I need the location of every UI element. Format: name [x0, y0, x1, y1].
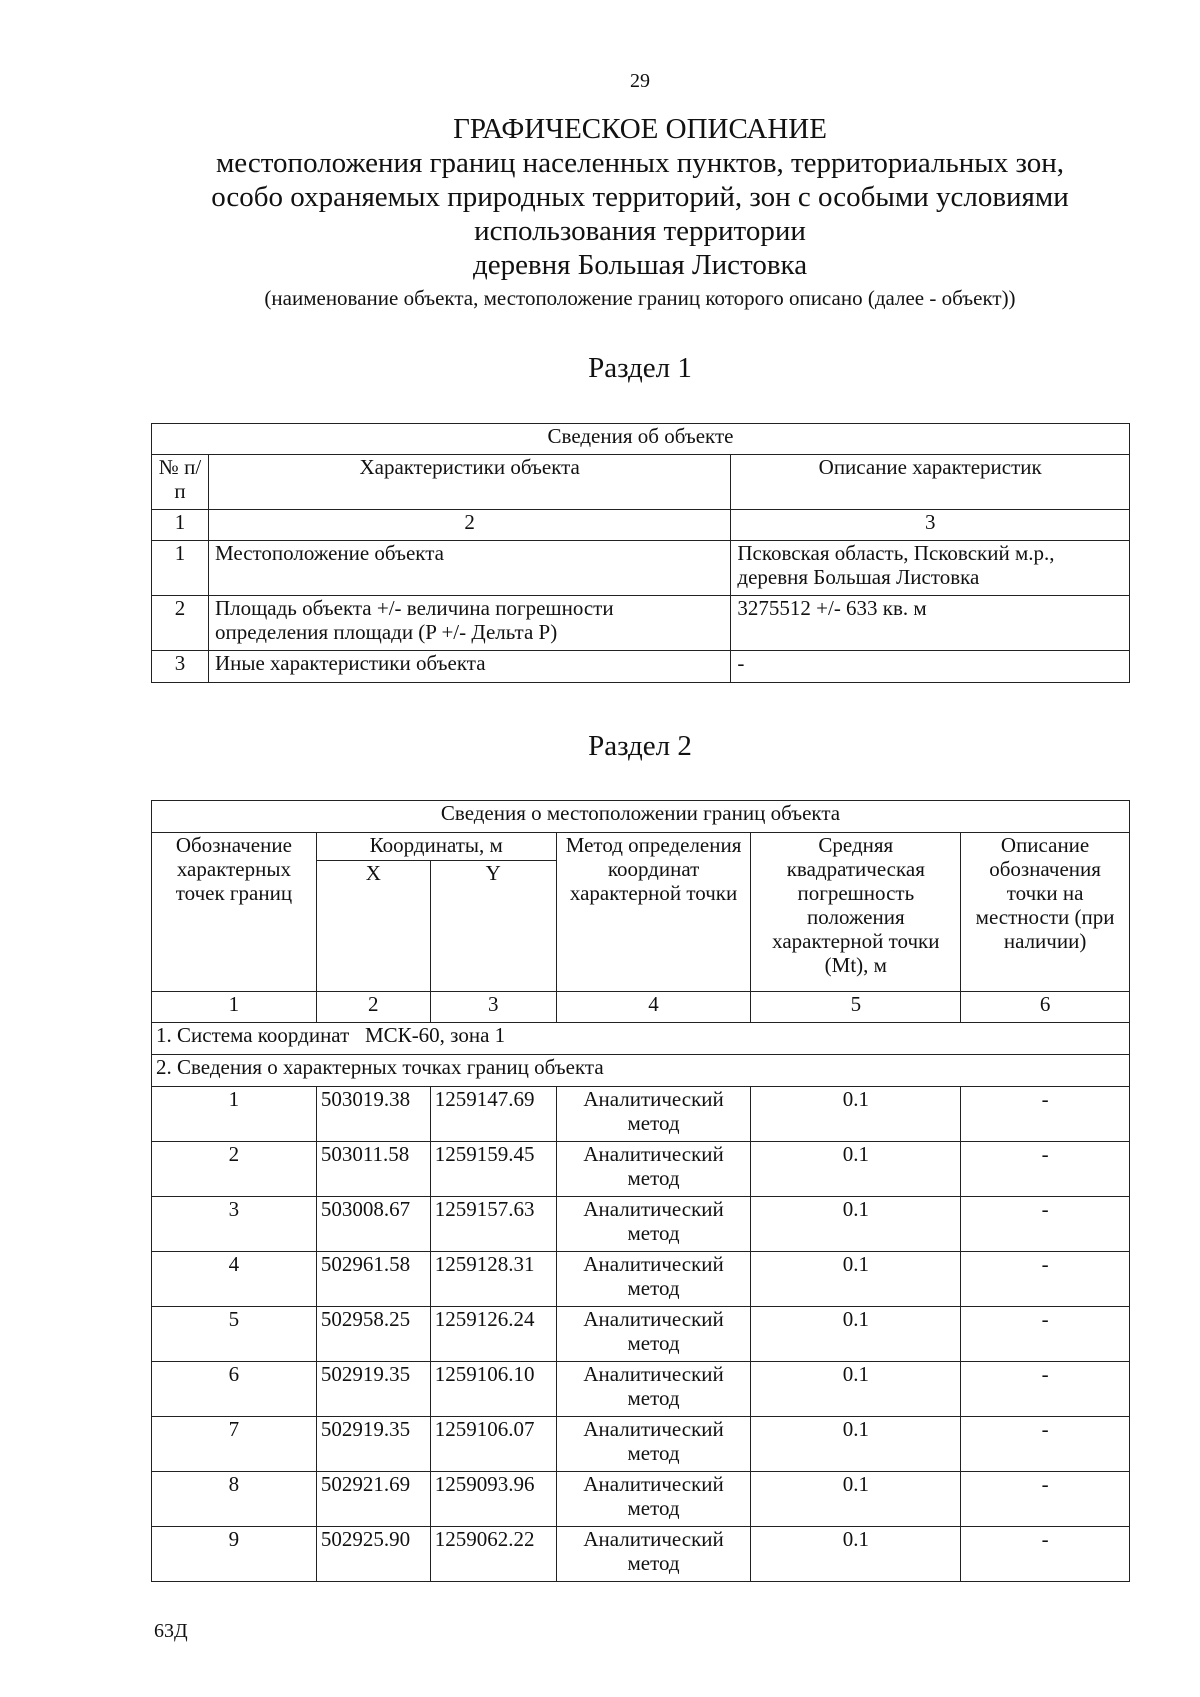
header-characteristics: Характеристики объекта — [208, 455, 730, 510]
table-row — [152, 651, 1130, 683]
x-coordinate-cell: 502958.25 — [316, 1307, 430, 1362]
table-row — [152, 541, 1130, 596]
boundary-points-table — [151, 800, 1130, 1582]
table-row — [152, 1087, 1130, 1142]
description-cell: Псковская область, Псковский м.р., деревня Большая Листовка — [731, 541, 1130, 596]
document-header — [0, 112, 1200, 312]
y-coordinate-cell: 1259106.07 — [430, 1417, 556, 1472]
point-number-cell: 8 — [152, 1472, 317, 1527]
y-coordinate-cell: 1259062.22 — [430, 1527, 556, 1582]
point-number-cell: 6 — [152, 1362, 317, 1417]
method-cell: Аналитический метод — [556, 1472, 751, 1527]
error-cell: 0.1 — [751, 1087, 961, 1142]
subtitle-line: особо охраняемых природных территорий, зон с особыми условиями — [211, 181, 1069, 213]
point-number-cell: 4 — [152, 1252, 317, 1307]
y-coordinate-cell: 1259157.63 — [430, 1197, 556, 1252]
header-number: № п/п — [152, 455, 209, 510]
error-cell: 0.1 — [751, 1472, 961, 1527]
characteristic-cell: Иные характеристики объекта — [208, 651, 730, 683]
point-number-cell: 3 — [152, 1197, 317, 1252]
column-number: 5 — [751, 992, 961, 1023]
row-number: 1 — [152, 541, 209, 596]
y-coordinate-cell: 1259093.96 — [430, 1472, 556, 1527]
point-number-cell: 1 — [152, 1087, 317, 1142]
header-description: Описание характеристик — [731, 455, 1130, 510]
row-number: 3 — [152, 651, 209, 683]
y-coordinate-cell: 1259159.45 — [430, 1142, 556, 1197]
point-description-cell: - — [961, 1142, 1130, 1197]
table-row — [152, 1307, 1130, 1362]
method-cell: Аналитический метод — [556, 1087, 751, 1142]
characteristic-cell: Местоположение объекта — [208, 541, 730, 596]
method-cell: Аналитический метод — [556, 1252, 751, 1307]
table-caption: Сведения об объекте — [152, 424, 1130, 455]
column-number: 1 — [152, 510, 209, 541]
method-cell: Аналитический метод — [556, 1142, 751, 1197]
x-coordinate-cell: 502919.35 — [316, 1417, 430, 1472]
section1-title: Раздел 1 — [588, 352, 692, 384]
error-cell: 0.1 — [751, 1252, 961, 1307]
error-cell: 0.1 — [751, 1142, 961, 1197]
table-row — [152, 596, 1130, 651]
table-row — [152, 1252, 1130, 1307]
point-description-cell: - — [961, 1307, 1130, 1362]
table-caption: Сведения о местоположении границ объекта — [152, 801, 1130, 833]
footer-code: 63Д — [154, 1620, 188, 1642]
method-cell: Аналитический метод — [556, 1527, 751, 1582]
table-row — [152, 1197, 1130, 1252]
point-description-cell: - — [961, 1472, 1130, 1527]
point-number-cell: 9 — [152, 1527, 317, 1582]
document-title: ГРАФИЧЕСКОЕ ОПИСАНИЕ — [453, 113, 827, 145]
x-coordinate-cell: 503019.38 — [316, 1087, 430, 1142]
column-number: 2 — [208, 510, 730, 541]
error-cell: 0.1 — [751, 1527, 961, 1582]
point-description-cell: - — [961, 1197, 1130, 1252]
subtitle-line: использования территории — [474, 215, 806, 247]
y-coordinate-cell: 1259128.31 — [430, 1252, 556, 1307]
page-number: 29 — [630, 70, 650, 92]
method-cell: Аналитический метод — [556, 1417, 751, 1472]
header-y: Y — [430, 861, 556, 992]
point-description-cell: - — [961, 1362, 1130, 1417]
subtitle-line: местоположения границ населенных пунктов, территориальных зон, — [215, 147, 1065, 179]
row-number: 2 — [152, 596, 209, 651]
object-name: деревня Большая Листовка — [472, 249, 808, 281]
point-description-cell: - — [961, 1087, 1130, 1142]
header-x: X — [316, 861, 430, 992]
method-cell: Аналитический метод — [556, 1307, 751, 1362]
table-row — [152, 1142, 1130, 1197]
table-row — [152, 1417, 1130, 1472]
column-number: 3 — [731, 510, 1130, 541]
points-body — [152, 1087, 1130, 1582]
point-number-cell: 7 — [152, 1417, 317, 1472]
y-coordinate-cell: 1259147.69 — [430, 1087, 556, 1142]
section2-title: Раздел 2 — [588, 730, 692, 762]
characteristic-cell: Площадь объекта +/- величина погрешности определения площади (P +/- Дельта P) — [208, 596, 730, 651]
column-number: 4 — [556, 992, 751, 1023]
error-cell: 0.1 — [751, 1307, 961, 1362]
object-info-table — [151, 423, 1130, 683]
x-coordinate-cell: 502961.58 — [316, 1252, 430, 1307]
description-cell: - — [731, 651, 1130, 683]
header-error: Средняя квадратическая погрешность положения характерной точки (Mt), м — [751, 833, 961, 992]
x-coordinate-cell: 503008.67 — [316, 1197, 430, 1252]
table-row — [152, 1362, 1130, 1417]
column-number: 2 — [316, 992, 430, 1023]
x-coordinate-cell: 502921.69 — [316, 1472, 430, 1527]
header-point: Обозначение характерных точек границ — [152, 833, 317, 992]
x-coordinate-cell: 503011.58 — [316, 1142, 430, 1197]
points-caption: 2. Сведения о характерных точках границ объекта — [152, 1055, 1130, 1087]
description-cell: 3275512 +/- 633 кв. м — [731, 596, 1130, 651]
header-coordinates: Координаты, м — [316, 833, 556, 861]
object-name-caption: (наименование объекта, местоположение границ которого описано (далее - объект)) — [264, 286, 1016, 310]
x-coordinate-cell: 502925.90 — [316, 1527, 430, 1582]
table-row — [152, 1527, 1130, 1582]
point-number-cell: 2 — [152, 1142, 317, 1197]
coordinate-system: 1. Система координат МСК-60, зона 1 — [152, 1023, 1130, 1055]
x-coordinate-cell: 502919.35 — [316, 1362, 430, 1417]
column-number: 6 — [961, 992, 1130, 1023]
table-row — [152, 1472, 1130, 1527]
point-number-cell: 5 — [152, 1307, 317, 1362]
error-cell: 0.1 — [751, 1417, 961, 1472]
point-description-cell: - — [961, 1417, 1130, 1472]
method-cell: Аналитический метод — [556, 1362, 751, 1417]
point-description-cell: - — [961, 1527, 1130, 1582]
header-point-description: Описание обозначения точки на местности (при наличии) — [961, 833, 1130, 992]
y-coordinate-cell: 1259126.24 — [430, 1307, 556, 1362]
column-number: 3 — [430, 992, 556, 1023]
point-description-cell: - — [961, 1252, 1130, 1307]
method-cell: Аналитический метод — [556, 1197, 751, 1252]
y-coordinate-cell: 1259106.10 — [430, 1362, 556, 1417]
column-number: 1 — [152, 992, 317, 1023]
error-cell: 0.1 — [751, 1197, 961, 1252]
header-method: Метод определения координат характерной точки — [556, 833, 751, 992]
error-cell: 0.1 — [751, 1362, 961, 1417]
